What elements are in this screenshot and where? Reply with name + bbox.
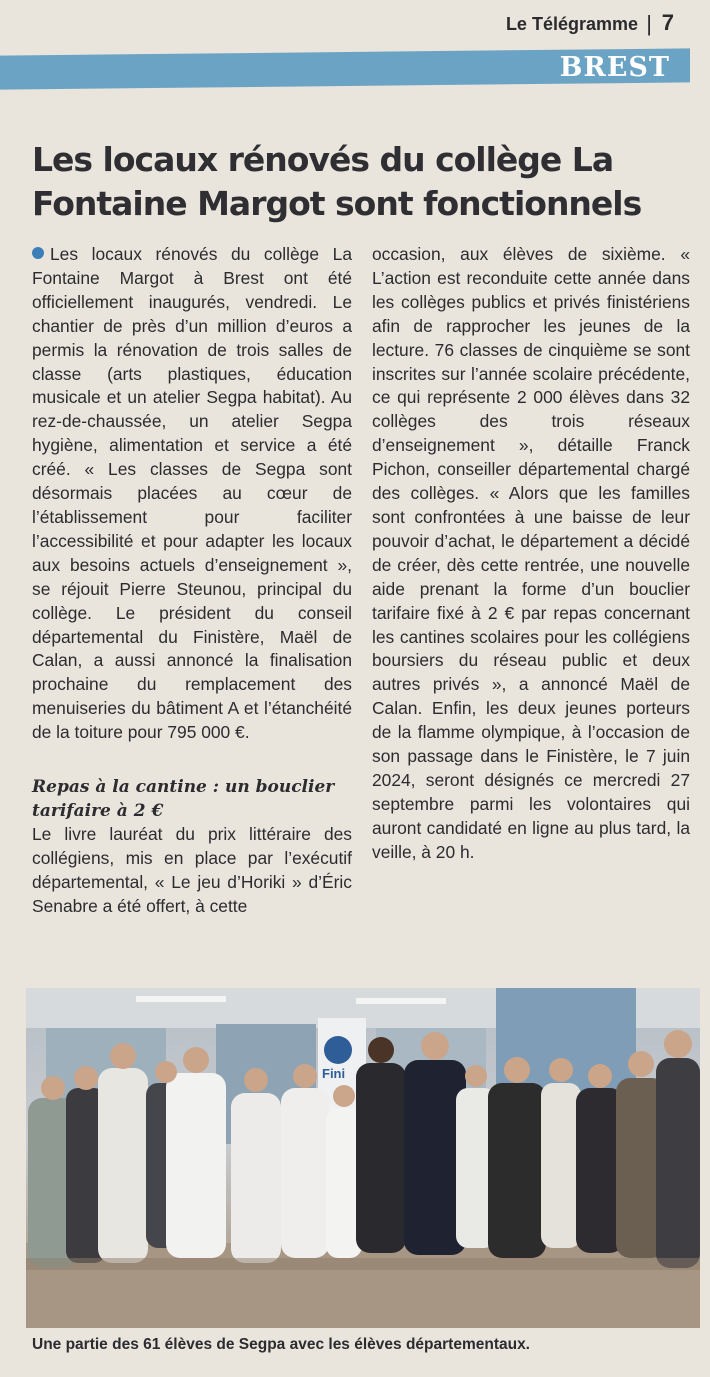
section-name: BREST [559,52,670,83]
article-column-right [372,243,690,865]
article-lead-paragraph [32,243,352,745]
masthead-separator: | [646,11,652,36]
photo-caption: Une partie des 61 élèves de Segpa avec les élèves départementaux. [32,1336,530,1353]
bullet-dot-icon [32,247,44,259]
article-headline: Les locaux rénovés du collège La Fontaine Margot sont fonctionnels [32,140,642,223]
article-body-right: occasion, aux élèves de sixième. « L’action est reconduite cette année dans les collèges publics et privés finistériens afin de rapprocher les jeunes de la lecture. 76 classes de cinquième se sont inscrites sur l’année scolaire précédente, ce qui représente 2 000 élèves dans 32 collèges des trois réseaux d’enseignement », détaille Franck Pichon, conseiller départemental chargé des collèges. « Alors que les familles sont confrontées à une baisse de leur pouvoir d’achat, le département a décidé de créer, dès cette rentrée, une nouvelle aide prenant la forme d’un bouclier tarifaire fixé à 2 € par repas concernant les cantines scolaires pour les collégiens boursiers du réseau public et deux autres privés », a annoncé Maël de Calan. Enfin, les deux jeunes porteurs de la flamme olympique, à l’occasion de son passage dans le Finistère, le 7 juin 2024, seront désignés ce mercredi 27 septembre parmi les volontaires qui auront candidaté en ligne au plus tard, la veille, à 20 h. [372,244,690,862]
group-photo [26,988,700,1328]
masthead [0,0,710,55]
article-subheading: Repas à la cantine : un bouclier tarifaire à 2 € [32,777,335,822]
article-lead-text: Les locaux rénovés du collège La Fontaine Margot à Brest ont été officiellement inaugurés, vendredi. Le chantier de près d’un million d’euros a permis la rénovation de trois salles de classe (arts plastiques, éducation musicale et un atelier Segpa habitat). Au rez-de-chaussée, un atelier Segpa hygiène, alimentation et service a été créé. « Les classes de Segpa sont désormais placées au cœur de l’établissement pour faciliter l’accessibilité et pour adapter les locaux aux besoins actuels d’enseignement », se réjouit Pierre Steunou, principal du collège. Le président du conseil départemental du Finistère, Maël de Calan, a aussi annoncé la finalisation prochaine du remplacement des menuiseries du bâtiment A et l’étanchéité de la toiture pour 795 000 €. [32,244,352,743]
article-column-left [32,243,352,919]
page-number: 7 [661,10,674,35]
article-body-left: Le livre lauréat du prix littéraire des collégiens, mis en place par l’exécutif départemental, « Le jeu d’Horiki » d’Éric Senabre a été offert, à cette [32,824,352,916]
banner-text: Fini [322,1066,346,1081]
group-photo-illustration [26,988,700,1328]
newspaper-name: Le Télégramme [505,14,638,34]
